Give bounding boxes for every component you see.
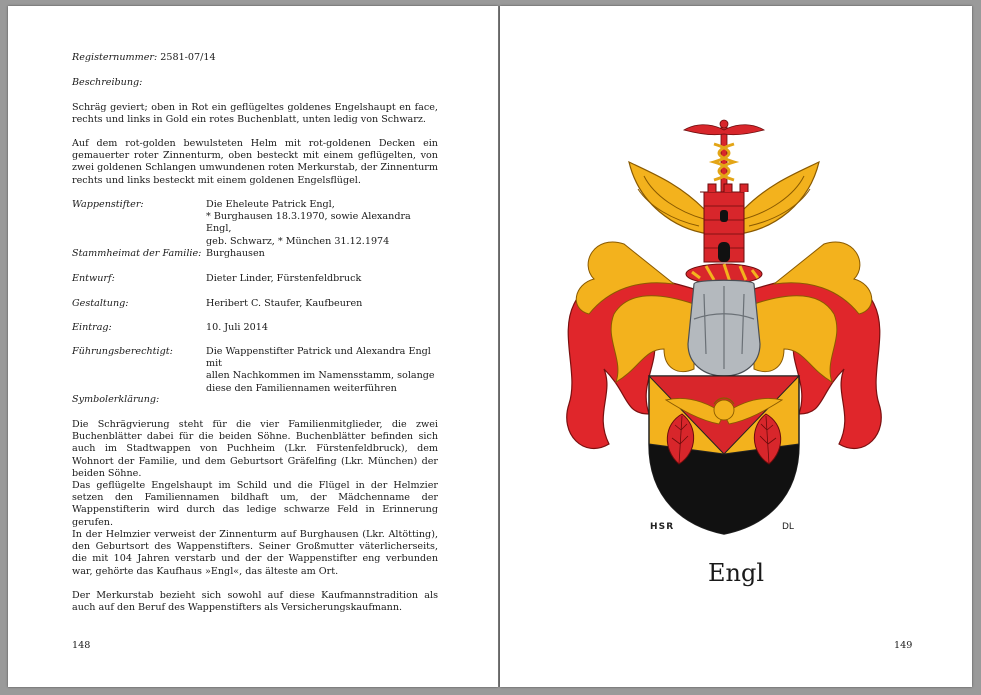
field-value-line: Die Eheleute Patrick Engl,: [206, 199, 335, 210]
page-number-right: 149: [894, 640, 913, 651]
coat-of-arms: [554, 114, 894, 544]
field-value: 10. Juli 2014: [206, 322, 268, 333]
field-value: Heribert C. Staufer, Kaufbeuren: [206, 298, 363, 309]
angel-head: [714, 400, 734, 420]
symbol-paragraph-3: In der Helmzier verweist der Zinnenturm auf Burghausen (Lkr. Altötting), den Geburtsort des Wappenstifters. Seiner Großmutter väterlicherseits, die mit 104 Jahren verstarb und der der Wappenstifter eng verbunden war, gehörte das Kaufhaus »Engl«, das älteste am Ort.: [72, 529, 438, 577]
field-value: Burghausen: [206, 248, 265, 259]
field-label: Wappenstifter:: [72, 199, 144, 210]
mantling-right-gold: [754, 296, 837, 382]
description-label: Beschreibung:: [72, 77, 143, 88]
symbol-paragraph-1: Die Schrägvierung steht für die vier Familienmitglieder, die zwei Buchenblätter dabei für die beiden Söhne. Buchenblätter befinden sich auch im Stadtwappen von Puchheim (Lkr. Fürstenfeldbruck), dem Wohnort der Familie, und dem Geburtsort Gräfelfing (Lkr. München) der beiden Söhne.: [72, 419, 438, 479]
field-value: Dieter Linder, Fürstenfeldbruck: [206, 273, 362, 284]
crest-wing-right: [739, 162, 819, 234]
field-value-line: allen Nachkommen im Namensstamm, solange: [206, 370, 435, 382]
register-value: 2581-07/14: [160, 52, 216, 63]
field-value-line: * Burghausen 18.3.1970, sowie Alexandra Engl,: [206, 211, 411, 235]
field-value-line: diese den Familiennamen weiterführen: [206, 382, 397, 394]
field-label: Führungsberechtigt:: [72, 346, 173, 357]
family-name: Engl: [707, 559, 764, 587]
symbol-paragraph-2: Das geflügelte Engelshaupt im Schild und die Flügel in der Helmzier setzen den Familiennamen bildhaft um, der Mädchenname der Wappenstifterin wird durch das ledige schwarze Feld in Erinnerung gerufen.: [72, 480, 438, 528]
artist-mark-left: H S R: [650, 522, 673, 532]
register-line: [72, 52, 438, 64]
artist-mark-right: DL: [782, 522, 794, 532]
field-value: [206, 199, 438, 248]
field-label: Stammheimat der Familie:: [72, 248, 202, 259]
field-label: Eintrag:: [72, 322, 112, 333]
field-value: [206, 346, 438, 395]
shield-black-field: [649, 444, 799, 534]
register-label: Registernummer:: [72, 52, 158, 63]
field-value-line: Die Wappenstifter Patrick und Alexandra Engl mit: [206, 346, 431, 370]
description-paragraph-2: Auf dem rot-golden bewulsteten Helm mit rot-goldenen Decken ein gemauerter roter Zinnenturm, oben besteckt mit einem geflügelten, von zwei goldenen Schlangen umwundenen roten Merkurstab, der Zinnenturm rechts und links besteckt mit einem goldenen Engelsflügel.: [72, 138, 438, 186]
field-label: Entwurf:: [72, 273, 115, 284]
page-number-left: 148: [72, 640, 91, 651]
mantling-left-gold: [611, 296, 694, 382]
field-value-line: geb. Schwarz, * München 31.12.1974: [206, 235, 390, 247]
left-page: [8, 6, 498, 687]
symbol-paragraph-4: Der Merkurstab bezieht sich sowohl auf diese Kaufmannstradition als auch auf den Beruf des Wappenstifters als Versicherungskaufmann.: [72, 590, 438, 614]
field-label: Gestaltung:: [72, 298, 129, 309]
description-paragraph-1: Schräg geviert; oben in Rot ein geflügeltes goldenes Engelshaupt en face, rechts und links in Gold ein rotes Buchenblatt, unten ledig von Schwarz.: [72, 102, 438, 126]
right-page: [500, 6, 972, 687]
crest-wing-left: [629, 162, 709, 234]
symbol-label: Symbolerklärung:: [72, 394, 160, 405]
